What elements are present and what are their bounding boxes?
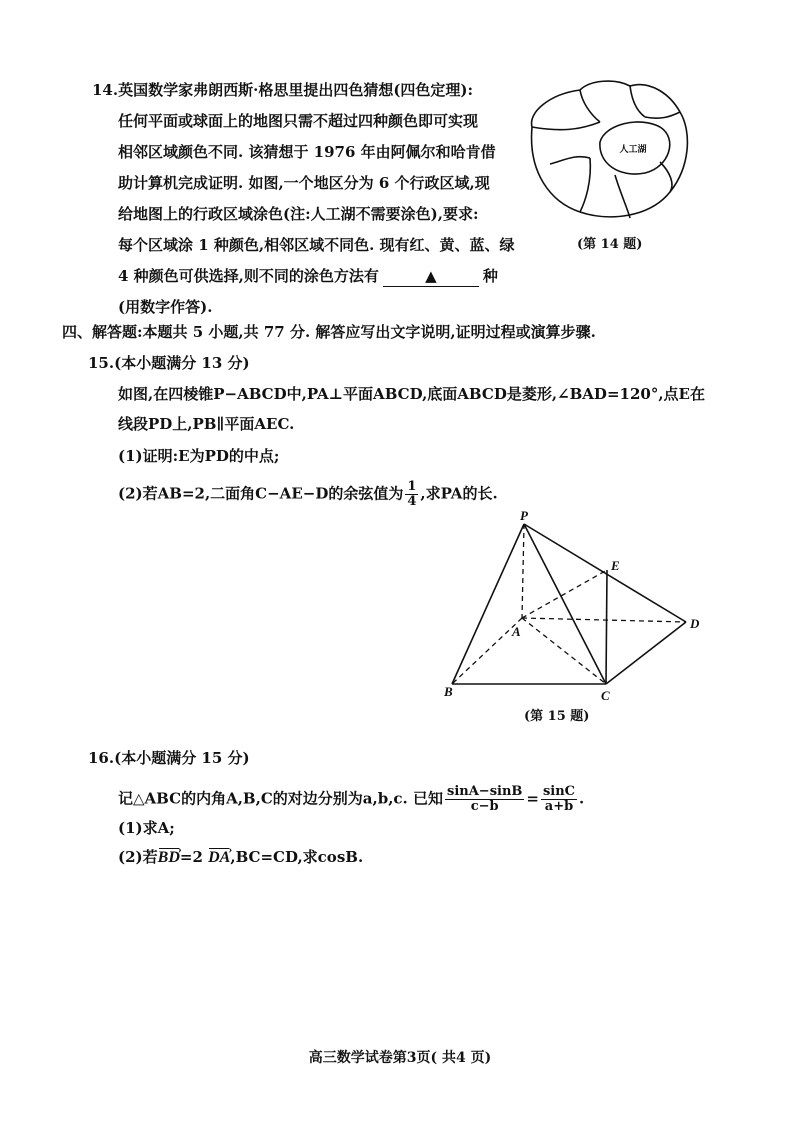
vertex-p: P — [520, 508, 528, 523]
q15-header: 15.(本小题满分 13 分) — [88, 354, 250, 372]
q14-text: 英国数学家弗朗西斯·格思里提出四色猜想(四色定理): — [118, 81, 474, 99]
vertex-d: D — [690, 616, 700, 631]
q15-part2-text: (2)若AB=2,二面角C−AE−D的余弦值为 — [118, 484, 404, 503]
denominator: a+b — [544, 799, 574, 814]
vertex-a: A — [512, 624, 521, 639]
lake-label: 人工湖 — [619, 145, 647, 155]
period: . — [579, 789, 585, 808]
numerator: sinA−sinB — [447, 784, 523, 799]
vector-bd: BD › — [158, 848, 180, 868]
fraction-sin-diff — [445, 785, 524, 814]
q15-part-1: (1)证明:E为PD的中点; — [118, 447, 280, 465]
denominator: 4 — [407, 494, 417, 509]
q14-line-3: 相邻区域颜色不同. 该猜想于 1976 年由阿佩尔和哈肯借 — [118, 143, 496, 161]
q16-line-1 — [118, 785, 584, 814]
numerator: 1 — [407, 479, 417, 494]
q14-line-7 — [118, 266, 498, 287]
q14-line7-end: 种 — [482, 267, 498, 285]
q16-part-1: (1)求A; — [118, 819, 175, 837]
q14-line7-text: 4 种颜色可供选择,则不同的涂色方法有 — [118, 267, 379, 285]
q16-header: 16.(本小题满分 15 分) — [88, 749, 250, 767]
answer-blank: ▲ — [383, 266, 479, 287]
page-footer: 高三数学试卷第3页( 共4 页) — [308, 1050, 492, 1066]
q16-part-2 — [118, 847, 363, 868]
vertex-c: C — [601, 688, 610, 703]
vector-da: DA › — [208, 848, 230, 868]
equals-sign: = — [526, 789, 539, 808]
q15-part2-end: ,求PA的长. — [420, 484, 498, 503]
q14-map-figure — [520, 72, 700, 232]
fraction-one-quarter — [405, 480, 418, 509]
vertex-b: B — [444, 684, 453, 699]
q16-part2-text: (2)若 — [118, 848, 158, 866]
q14-line-5: 给地图上的行政区域涂色(注:人工湖不需要涂色),要求: — [118, 205, 479, 223]
q16-line1-text: 记△ABC的内角A,B,C的对边分别为a,b,c. 已知 — [118, 789, 443, 808]
denominator: c−b — [470, 799, 499, 814]
q14-caption: (第 14 题) — [577, 237, 643, 252]
q14-number: 14. — [92, 81, 119, 99]
vertex-e: E — [611, 558, 620, 573]
numerator: sinC — [542, 784, 576, 799]
q14-line-2: 任何平面或球面上的地图只需不超过四种颜色即可实现 — [118, 112, 479, 130]
q16-part2-end: ,BC=CD,求cosB. — [230, 848, 364, 866]
q14-line-1 — [92, 80, 473, 100]
q15-line-1: 如图,在四棱锥P−ABCD中,PA⊥平面ABCD,底面ABCD是菱形,∠BAD=120°,点E在 — [118, 385, 705, 403]
section-4-heading: 四、解答题:本题共 5 小题,共 77 分. 解答应写出文字说明,证明过程或演算步骤. — [62, 323, 596, 341]
q15-line-2: 线段PD上,PB∥平面AEC. — [118, 415, 295, 433]
fraction-sinc — [541, 785, 577, 814]
q16-part2-mid: =2 — [179, 848, 203, 866]
q15-caption: (第 15 题) — [524, 709, 590, 724]
q14-line-8: (用数字作答). — [118, 298, 213, 316]
pyramid-figure — [440, 505, 720, 705]
q14-line-4: 助计算机完成证明. 如图,一个地区分为 6 个行政区域,现 — [118, 174, 490, 192]
q14-line-6: 每个区域涂 1 种颜色,相邻区域不同色. 现有红、黄、蓝、绿 — [118, 236, 515, 254]
